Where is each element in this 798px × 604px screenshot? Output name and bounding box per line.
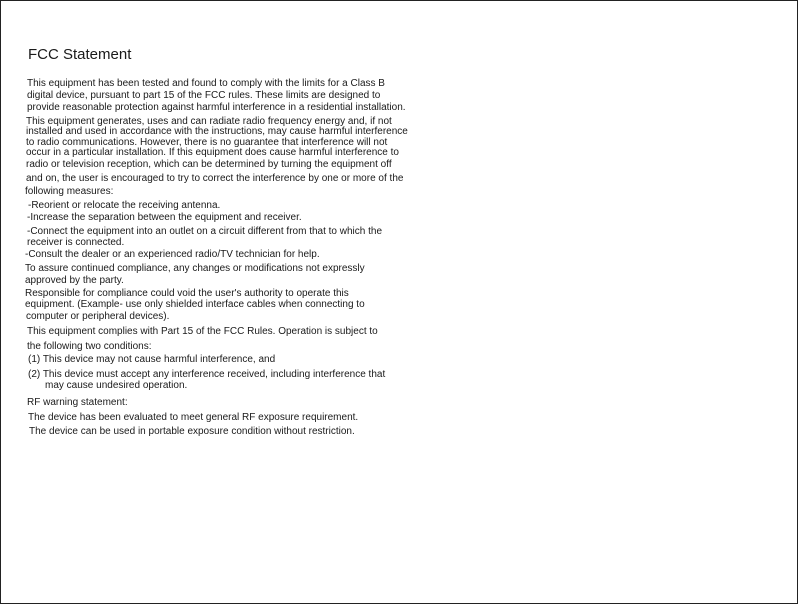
paragraph-2-line-4: occur in a particular installation. If this equipment does cause harmful interference to xyxy=(26,147,399,158)
paragraph-4-line-2: equipment. (Example- use only shielded interface cables when connecting to xyxy=(25,299,365,310)
paragraph-4-line-1: Responsible for compliance could void the user's authority to operate this xyxy=(25,288,349,299)
condition-2-line-2: may cause undesired operation. xyxy=(45,380,188,391)
measure-2: -Increase the separation between the equipment and receiver. xyxy=(27,212,302,223)
paragraph-5-line-1: This equipment complies with Part 15 of the FCC Rules. Operation is subject to xyxy=(27,326,378,337)
condition-2-line-1: (2) This device must accept any interference received, including interference that xyxy=(28,369,386,380)
page-title: FCC Statement xyxy=(28,46,132,63)
rf-warning-heading: RF warning statement: xyxy=(27,397,128,408)
measure-3-line-2: receiver is connected. xyxy=(27,237,125,248)
rf-warning-line-2: The device can be used in portable exposure condition without restriction. xyxy=(29,426,355,437)
paragraph-2-line-6: and on, the user is encouraged to try to correct the interference by one or more of the xyxy=(26,173,404,184)
paragraph-3-line-2: approved by the party. xyxy=(25,275,124,286)
measure-3-line-1: -Connect the equipment into an outlet on a circuit different from that to which the xyxy=(27,226,383,237)
paragraph-2-line-5: radio or television reception, which can be determined by turning the equipment off xyxy=(26,159,392,170)
paragraph-2-line-1: This equipment generates, uses and can radiate radio frequency energy and, if not xyxy=(26,116,392,127)
rf-warning-line-1: The device has been evaluated to meet general RF exposure requirement. xyxy=(28,412,359,423)
paragraph-1-line-2: digital device, pursuant to part 15 of the FCC rules. These limits are designed to xyxy=(27,90,381,101)
paragraph-1-line-3: provide reasonable protection against harmful interference in a residential installation. xyxy=(27,102,406,113)
condition-1: (1) This device may not cause harmful interference, and xyxy=(28,354,276,365)
paragraph-1-line-1: This equipment has been tested and found to comply with the limits for a Class B xyxy=(27,78,385,89)
paragraph-2-line-7: following measures: xyxy=(25,186,114,197)
paragraph-3-line-1: To assure continued compliance, any changes or modifications not expressly xyxy=(25,263,365,274)
paragraph-4-line-3: computer or peripheral devices). xyxy=(26,311,170,322)
measure-1: -Reorient or relocate the receiving antenna. xyxy=(28,200,221,211)
paragraph-2-line-3: to radio communications. However, there is no guarantee that interference will not xyxy=(26,137,388,148)
paragraph-2-line-2: installed and used in accordance with the instructions, may cause harmful interference xyxy=(26,126,408,137)
paragraph-5-line-2: the following two conditions: xyxy=(27,341,152,352)
measure-4: -Consult the dealer or an experienced radio/TV technician for help. xyxy=(25,249,320,260)
